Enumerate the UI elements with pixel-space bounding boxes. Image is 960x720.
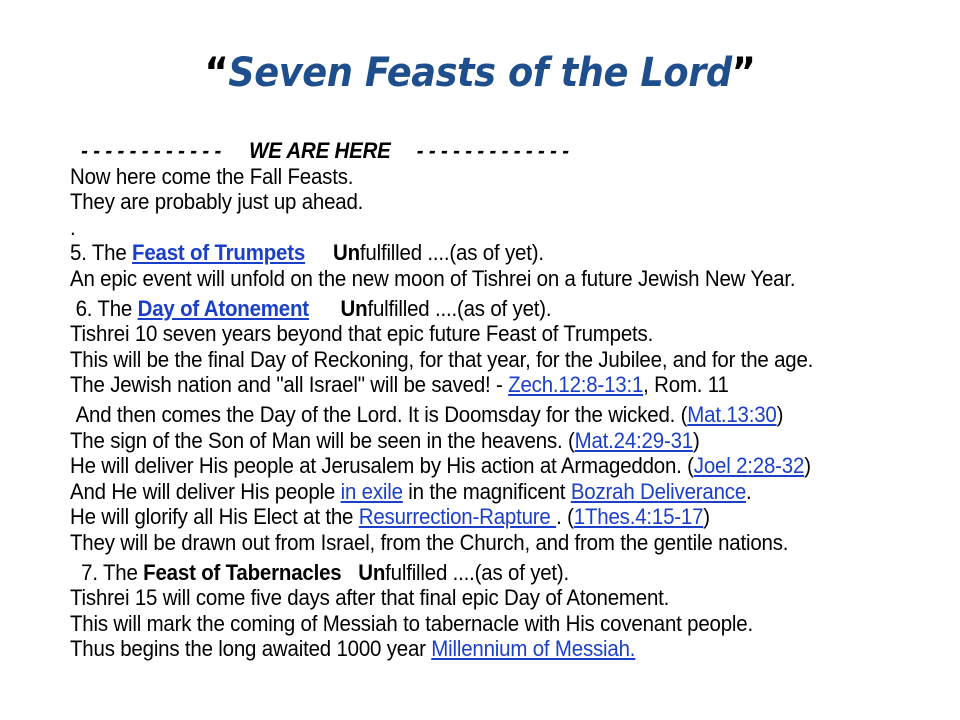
1thes-link[interactable]: 1Thes.4:15-17 — [573, 504, 704, 530]
intro-line-3: . — [70, 214, 76, 240]
mat-13-30-link[interactable]: Mat.13:30 — [687, 401, 777, 427]
dayoflord-l2-text: The sign of the Son of Man will be seen in the heavens. ( — [70, 427, 575, 453]
feast6-desc-1: Tishrei 10 seven years beyond that epic future Feast of Trumpets. — [70, 321, 654, 347]
feast6-prefix: 6. The — [75, 295, 138, 321]
resurrection-rapture-link[interactable]: Resurrection-Rapture — [358, 504, 557, 530]
dayoflord-l4-post: . — [746, 478, 752, 504]
feast6-heading — [70, 296, 870, 322]
feast7-heading — [70, 560, 870, 586]
feast5-rest: fulfilled ....(as of yet). — [359, 240, 544, 266]
joel-link[interactable]: Joel 2:28-32 — [693, 453, 805, 479]
feast5-un: Un — [332, 240, 360, 266]
dayoflord-l3-text: He will deliver His people at Jerusalem by His action at Armageddon. ( — [70, 453, 694, 479]
feast7-desc-2: This will mark the coming of Messiah to tabernacle with His covenant people. — [70, 610, 753, 636]
day-of-atonement-link[interactable]: Day of Atonement — [137, 295, 309, 321]
open-quote: “ — [204, 50, 229, 96]
title-text: Seven Feasts of the Lord — [228, 50, 732, 96]
feast6-desc-3-post: , Rom. 11 — [643, 372, 729, 398]
millennium-of-messiah-link[interactable]: Millennium of Messiah. — [431, 636, 636, 662]
feast7-un: Un — [358, 559, 386, 585]
dayoflord-l5-text: He will glorify all His Elect at the — [70, 504, 359, 530]
dayoflord-line-3 — [70, 453, 870, 479]
dayoflord-l1-post: ) — [776, 401, 784, 427]
dayoflord-l4-mid: in the magnificent — [402, 478, 571, 504]
dayoflord-line-4 — [70, 479, 870, 505]
feast6-rest: fulfilled ....(as of yet). — [367, 295, 552, 321]
feast7-desc-1: Tishrei 15 will come five days after that final epic Day of Atonement. — [70, 585, 670, 611]
dayoflord-l3-post: ) — [804, 453, 811, 479]
dayoflord-l4-text: And He will deliver His people — [70, 478, 341, 504]
in-exile-link[interactable]: in exile — [340, 478, 403, 504]
feast6-desc-3 — [70, 372, 870, 398]
feast5-prefix: 5. The — [70, 240, 133, 266]
intro-line-1: Now here come the Fall Feasts. — [70, 163, 354, 189]
feast6-desc-2: This will be the final Day of Reckoning, for that year, for the Jubilee, and for the age. — [70, 346, 814, 372]
page-title — [38, 50, 921, 96]
intro-line-2: They are probably just up ahead. — [70, 189, 364, 215]
close-quote: ” — [731, 50, 756, 96]
feasts-text — [70, 138, 870, 662]
feast7-desc-3 — [70, 636, 870, 662]
mat-24-29-31-link[interactable]: Mat.24:29-31 — [574, 427, 693, 453]
feast7-prefix: 7. The — [81, 559, 144, 585]
dashes-left: - - - - - - - - - - - - — [81, 138, 222, 163]
dayoflord-l5-post: ) — [703, 504, 710, 530]
zech-link[interactable]: Zech.12:8-13:1 — [508, 372, 644, 398]
dayoflord-l1-text: And then comes the Day of the Lord. It is Doomsday for the wicked. ( — [75, 401, 688, 427]
we-are-here-label: WE ARE HERE — [249, 138, 391, 163]
dayoflord-line-6: They will be drawn out from Israel, from the Church, and from the gentile nations. — [70, 529, 789, 555]
feast7-desc-3-text: Thus begins the long awaited 1000 year — [70, 636, 432, 662]
dashes-right: - - - - - - - - - - - - - — [416, 138, 569, 163]
feast6-un: Un — [340, 295, 368, 321]
feast-of-tabernacles: Feast of Tabernacles — [143, 559, 342, 585]
dayoflord-l5-mid: . ( — [556, 504, 574, 530]
feast5-desc: An epic event will unfold on the new moon of Tishrei on a future Jewish New Year. — [70, 265, 796, 291]
feast6-desc-3-text: The Jewish nation and "all Israel" will be saved! - — [70, 372, 509, 398]
feast5-heading — [70, 240, 870, 266]
dayoflord-line-1 — [70, 402, 870, 428]
we-are-here-marker — [70, 138, 870, 164]
feast7-rest: fulfilled ....(as of yet). — [385, 559, 570, 585]
dayoflord-line-2 — [70, 428, 870, 454]
feast-of-trumpets-link[interactable]: Feast of Trumpets — [132, 240, 306, 266]
dayoflord-line-5 — [70, 504, 870, 530]
bozrah-deliverance-link[interactable]: Bozrah Deliverance — [570, 478, 747, 504]
dayoflord-l2-post: ) — [692, 427, 700, 453]
